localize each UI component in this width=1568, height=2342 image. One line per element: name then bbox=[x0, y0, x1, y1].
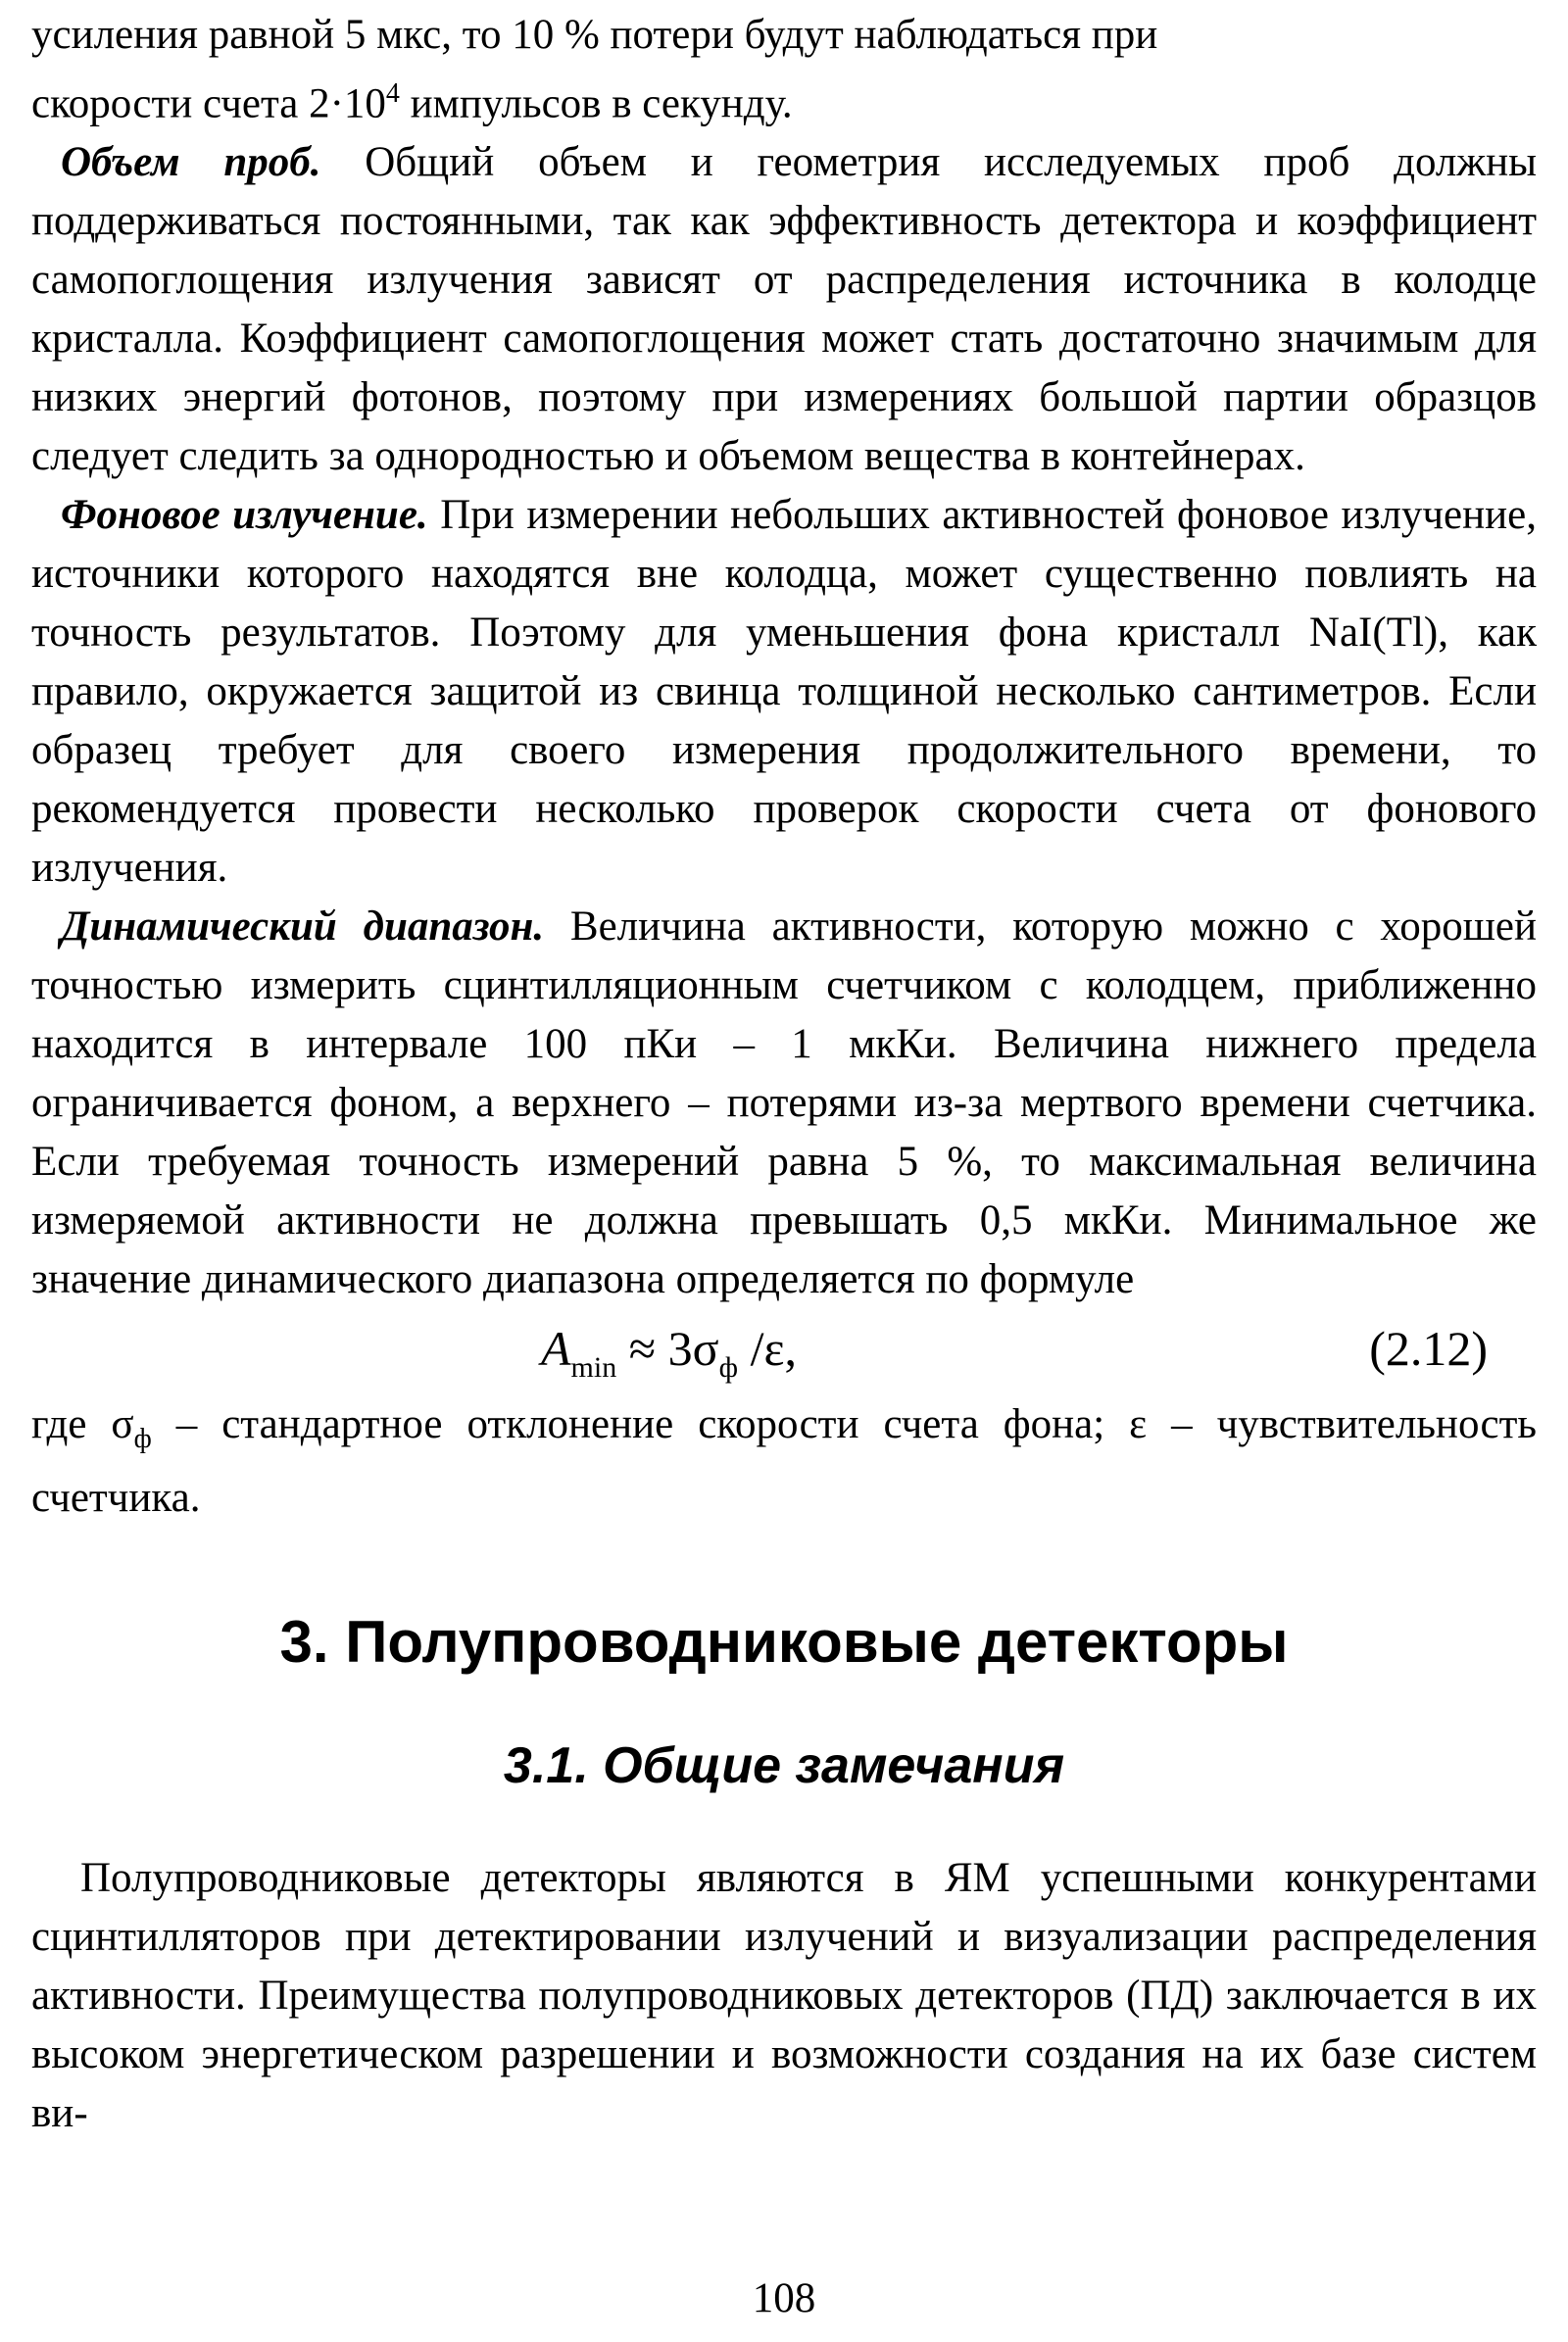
formula-activity-symbol: A bbox=[541, 1321, 571, 1377]
formula-expression bbox=[541, 1319, 797, 1397]
sample-volume-text: Общий объем и геометрия исследуемых проб должны поддерживаться постоянными, так как эффективность детектора и коэффициент самопоглощения излучения зависят от распределения источника в колодце кристалла. Коэффициент самопоглощения может стать достаточно значимым для низких энергий фотонов, поэтому при измерениях большой партии образцов следует следить за однородностью и объемом вещества в контейнерах. bbox=[31, 139, 1537, 480]
formula-activity-subscript: min bbox=[570, 1351, 617, 1385]
where-text-start: где σ bbox=[31, 1401, 134, 1448]
background-radiation-text: При измерении небольших активностей фоновое излучение, источники которого находятся вне колодца, может существенно повлиять на точность результатов. Поэтому для уменьшения фона кристалл NaI(Tl), как правило, окружается защитой из свинца толщиной несколько сантиметров. Если образец требует для своего измерения продолжительного времени, то рекомендуется провести несколько проверок скорости счета от фонового излучения. bbox=[31, 492, 1538, 892]
where-text-end: – стандартное отклонение скорости счета фона; ε – чувствительность счетчика. bbox=[31, 1401, 1537, 1522]
paragraph-sample-volume bbox=[31, 133, 1537, 486]
formula-2-12 bbox=[31, 1315, 1537, 1393]
formula-tail: /ε, bbox=[738, 1321, 797, 1377]
section-heading: 3. Полупроводниковые детекторы bbox=[279, 1609, 1289, 1676]
paragraph-dynamic-range bbox=[31, 898, 1537, 1309]
paragraph-intro bbox=[31, 6, 1537, 133]
dynamic-range-lead: Динамический диапазон. bbox=[61, 903, 545, 951]
intro-exponent: 4 bbox=[385, 78, 400, 109]
where-sigma-subscript: ф bbox=[133, 1424, 152, 1455]
dynamic-range-text: Величина активности, которую можно с хорошей точностью измерить сцинтилляционным счетчиком с колодцем, приближенно находится в интервале 100 пКи – 1 мкКи. Величина нижнего предела ограничивается фоном, а верхнего – потерями из-за мертвого времени счетчика. Если требуемая точность измерений равна 5 %, то максимальная величина измеряемой активности не должна превышать 0,5 мкКи. Минимальное же значение динамического диапазона определяется по формуле bbox=[31, 903, 1538, 1303]
subsection-heading: 3.1. Общие замечания bbox=[503, 1737, 1065, 1795]
paragraph-where bbox=[31, 1395, 1537, 1528]
page-content bbox=[31, 6, 1537, 2143]
equation-number: (2.12) bbox=[1369, 1321, 1488, 1377]
sample-volume-lead: Объем проб. bbox=[61, 139, 321, 186]
paragraph-semiconductor: Полупроводниковые детекторы являются в ЯМ успешными конкурентами сцинтилляторов при детектировании излучений и визуализации распределения активности. Преимущества полупроводниковых детекторов (ПД) заключается в их высоком энергетическом разрешении и возможности создания на их базе систем ви- bbox=[31, 1855, 1537, 2137]
paragraph-background-radiation bbox=[31, 486, 1537, 898]
formula-relation: ≈ 3σ bbox=[616, 1321, 719, 1377]
formula-sigma-subscript: ф bbox=[718, 1351, 739, 1385]
page-number: 108 bbox=[752, 2275, 816, 2321]
intro-line-2-start: скорости счета 2·10 bbox=[31, 80, 386, 127]
background-radiation-lead: Фоновое излучение. bbox=[61, 492, 428, 539]
intro-line-2-end: импульсов в секунду. bbox=[399, 80, 793, 127]
intro-line-1: усиления равной 5 мкс, то 10 % потери будут наблюдаться при bbox=[31, 12, 1158, 58]
